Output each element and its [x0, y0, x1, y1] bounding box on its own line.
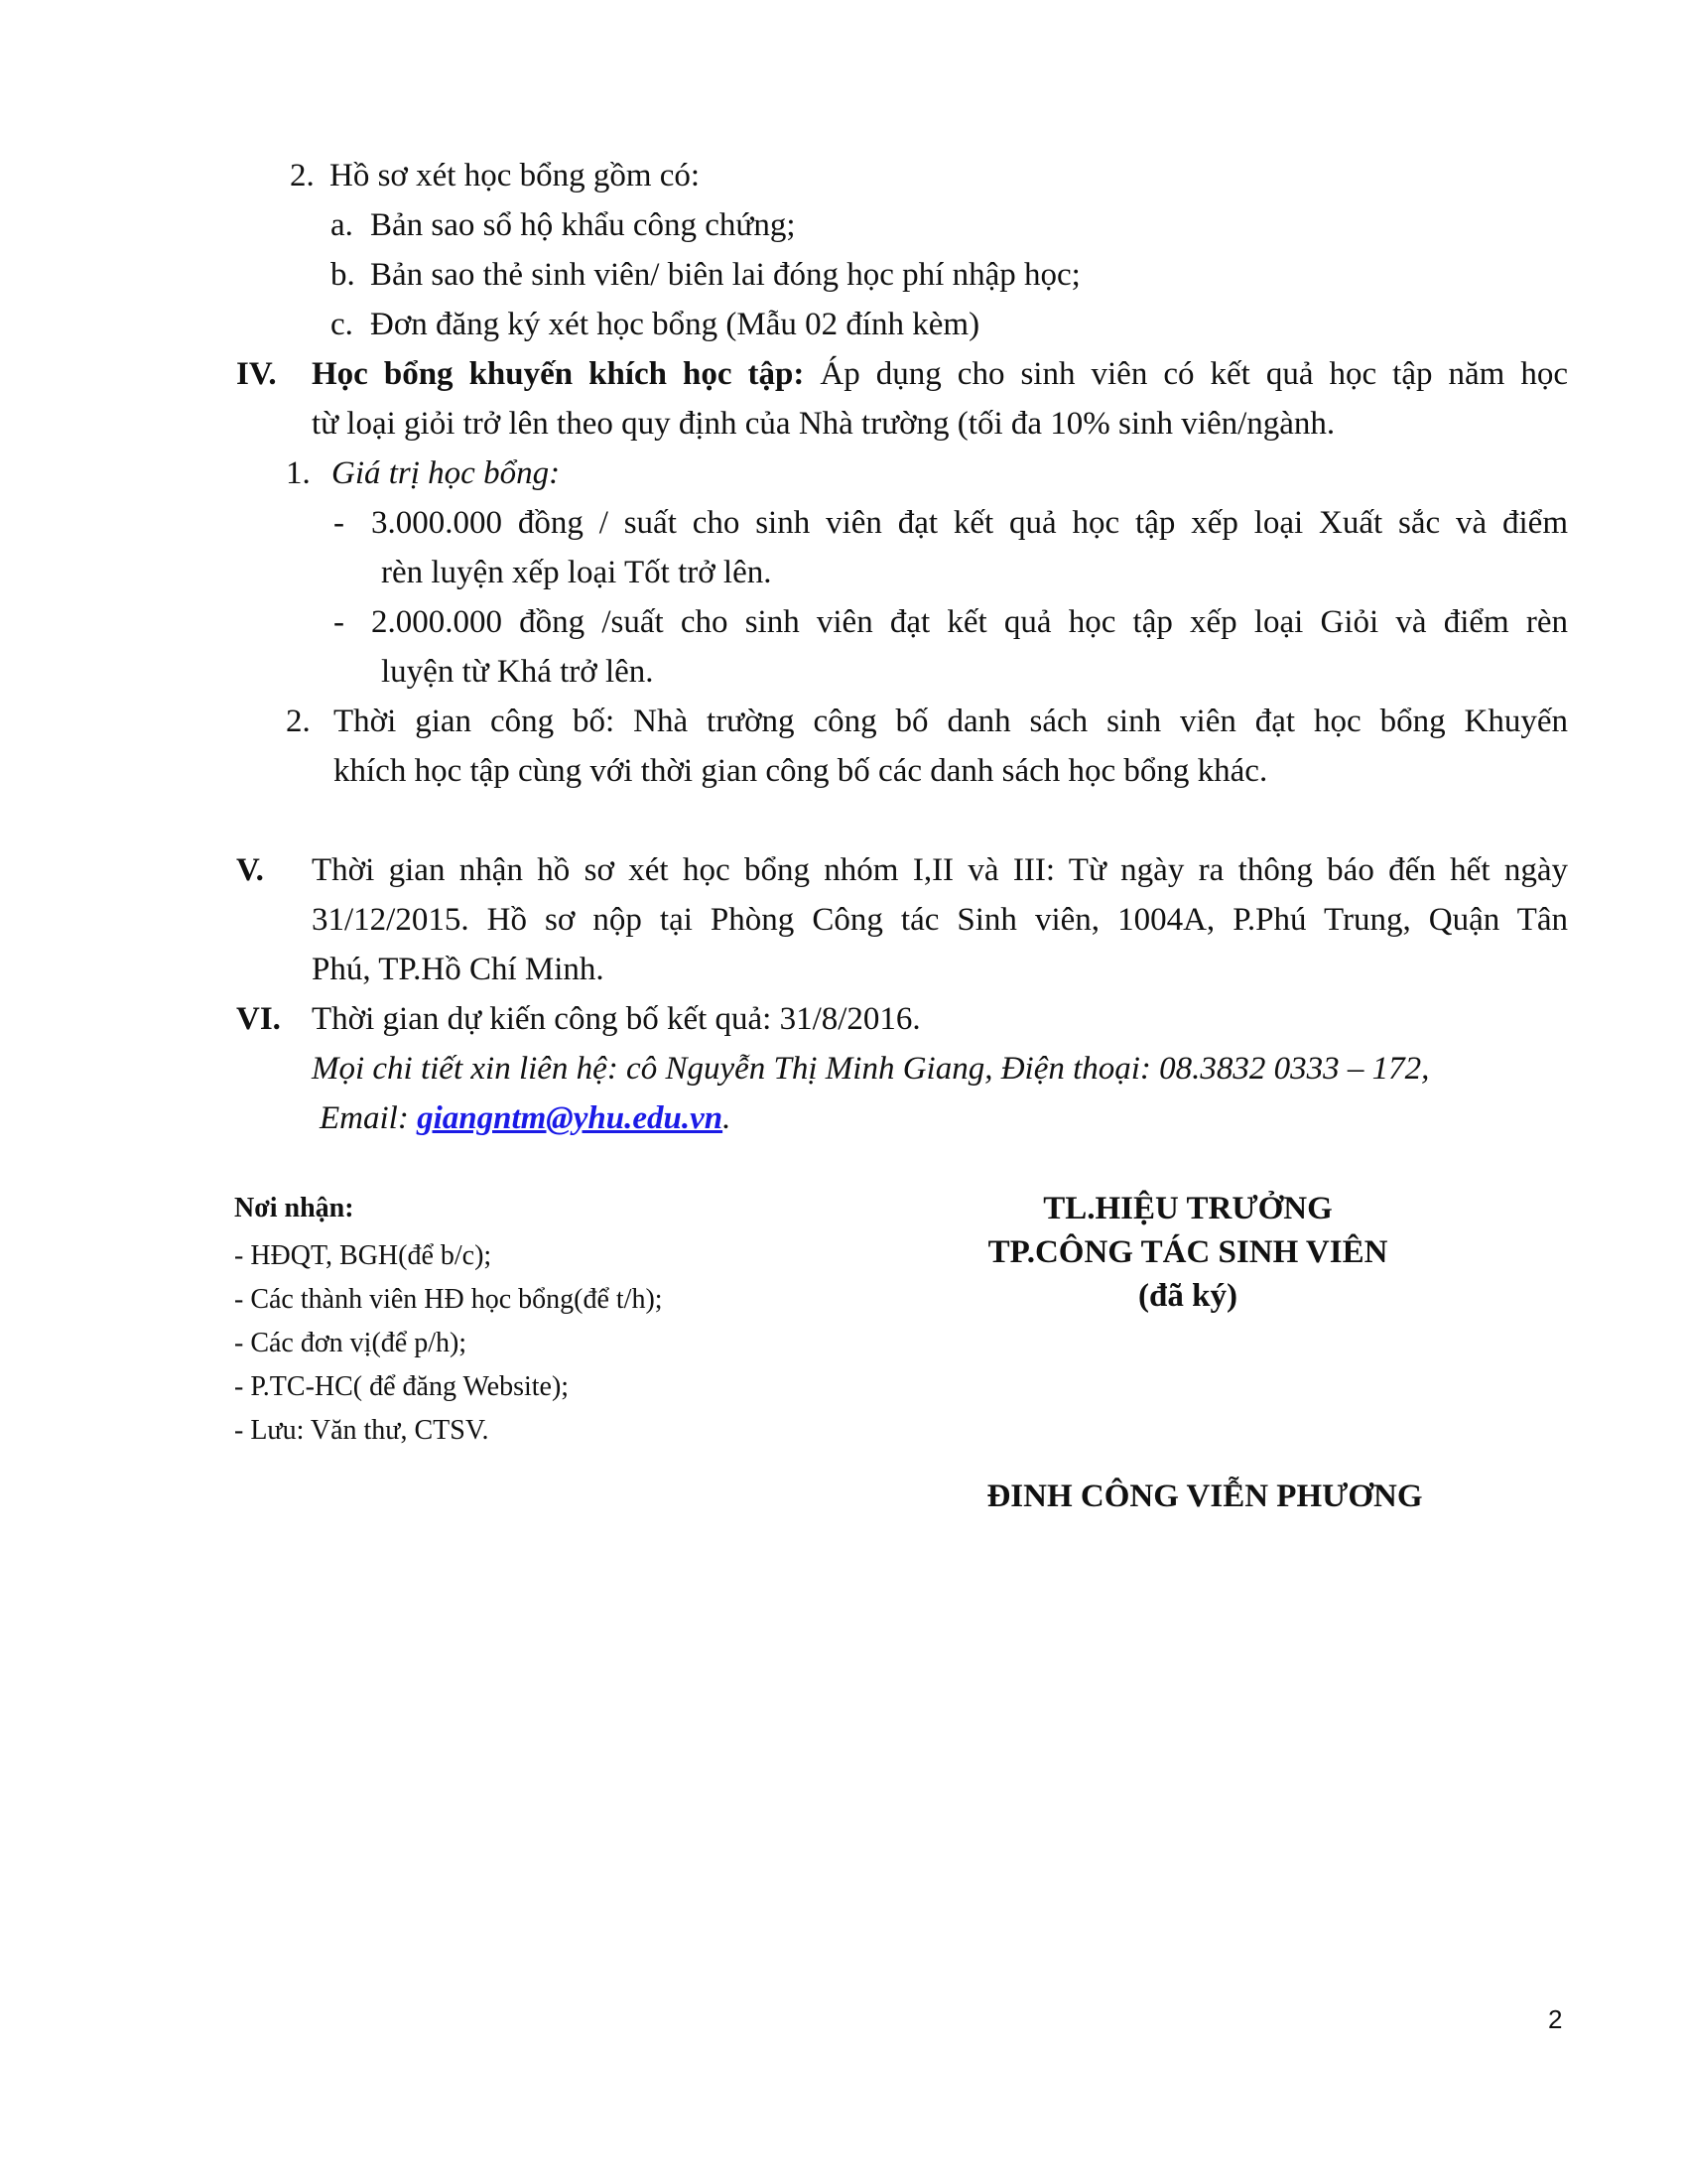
- bullet-line: 3.000.000 đồng / suất cho sinh viên đạt kết quả học tập xếp loại Xuất sắc và điểm: [371, 505, 1568, 541]
- contact-line: Mọi chi tiết xin liên hệ: cô Nguyễn Thị Minh Giang, Điện thoại: 08.3832 0333 – 172,: [312, 1051, 1430, 1087]
- section-v-line1: Thời gian nhận hồ sơ xét học bổng nhóm I,II và III: Từ ngày ra thông báo đến hết ngày: [312, 852, 1568, 888]
- section-v-roman: V.: [236, 852, 264, 888]
- email-label: Email:: [320, 1100, 418, 1136]
- list-item: Đơn đăng ký xét học bổng (Mẫu 02 đính kèm): [370, 307, 980, 342]
- recipient-item: - Các đơn vị(để p/h);: [234, 1328, 467, 1358]
- sec4-item1-number: 1.: [286, 455, 311, 491]
- section-iv-roman: IV.: [236, 356, 277, 392]
- page-number: 2: [1548, 2004, 1563, 2034]
- bullet-line: 2.000.000 đồng /suất cho sinh viên đạt kết quả học tập xếp loại Giỏi và điểm rèn: [371, 604, 1568, 640]
- list-item: Bản sao sổ hộ khẩu công chứng;: [370, 207, 796, 243]
- bullet-dash: -: [333, 505, 344, 541]
- section-v-line2: 31/12/2015. Hồ sơ nộp tại Phòng Công tác Sinh viên, 1004A, P.Phú Trung, Quận Tân: [312, 902, 1568, 938]
- list-item: Bản sao thẻ sinh viên/ biên lai đóng học phí nhập học;: [370, 257, 1081, 293]
- sec4-item2-line2: khích học tập cùng với thời gian công bố các danh sách học bổng khác.: [333, 753, 1268, 789]
- section-vi-text: Thời gian dự kiến công bố kết quả: 31/8/2016.: [312, 1001, 921, 1037]
- section-iv-line2: từ loại giỏi trở lên theo quy định của Nhà trường (tối đa 10% sinh viên/ngành.: [312, 406, 1336, 442]
- recipient-item: - HĐQT, BGH(để b/c);: [234, 1240, 492, 1271]
- signature-status: (đã ký): [1138, 1278, 1237, 1314]
- signature-title-1: TL.HIỆU TRƯỞNG: [1043, 1191, 1333, 1226]
- signer-name: ĐINH CÔNG VIỄN PHƯƠNG: [986, 1478, 1423, 1514]
- recipient-item: - Các thành viên HĐ học bổng(để t/h);: [234, 1284, 663, 1315]
- section-iv-heading: Học bổng khuyến khích học tập:: [312, 356, 805, 392]
- section-vi-roman: VI.: [236, 1001, 281, 1037]
- list-marker: a.: [330, 207, 353, 243]
- bullet-dash: -: [333, 604, 344, 640]
- email-end: .: [722, 1100, 731, 1136]
- recipient-item: - P.TC-HC( để đăng Website);: [234, 1371, 570, 1402]
- sec3-item2-number: 2.: [290, 158, 315, 193]
- sec4-item2-number: 2.: [286, 704, 311, 739]
- email-line: [320, 1093, 730, 1143]
- list-marker: c.: [330, 307, 353, 342]
- bullet-line: rèn luyện xếp loại Tốt trở lên.: [381, 555, 772, 590]
- signature-title-2: TP.CÔNG TÁC SINH VIÊN: [987, 1234, 1388, 1270]
- recipients-title: Nơi nhận:: [234, 1193, 354, 1223]
- sec3-item2-title: Hồ sơ xét học bổng gồm có:: [329, 158, 701, 193]
- email-link[interactable]: giangntm@yhu.edu.vn: [417, 1100, 723, 1136]
- recipient-item: - Lưu: Văn thư, CTSV.: [234, 1415, 489, 1446]
- list-marker: b.: [330, 257, 355, 293]
- section-iv-line1-rest: Áp dụng cho sinh viên có kết quả học tập năm học: [804, 356, 1568, 392]
- bullet-line: luyện từ Khá trở lên.: [381, 654, 654, 690]
- sec4-item1-title: Giá trị học bổng:: [331, 455, 561, 491]
- section-iv-line1: [312, 349, 1568, 399]
- section-v-line3: Phú, TP.Hồ Chí Minh.: [312, 952, 604, 987]
- sec4-item2-line1: Thời gian công bố: Nhà trường công bố danh sách sinh viên đạt học bổng Khuyến: [333, 704, 1568, 739]
